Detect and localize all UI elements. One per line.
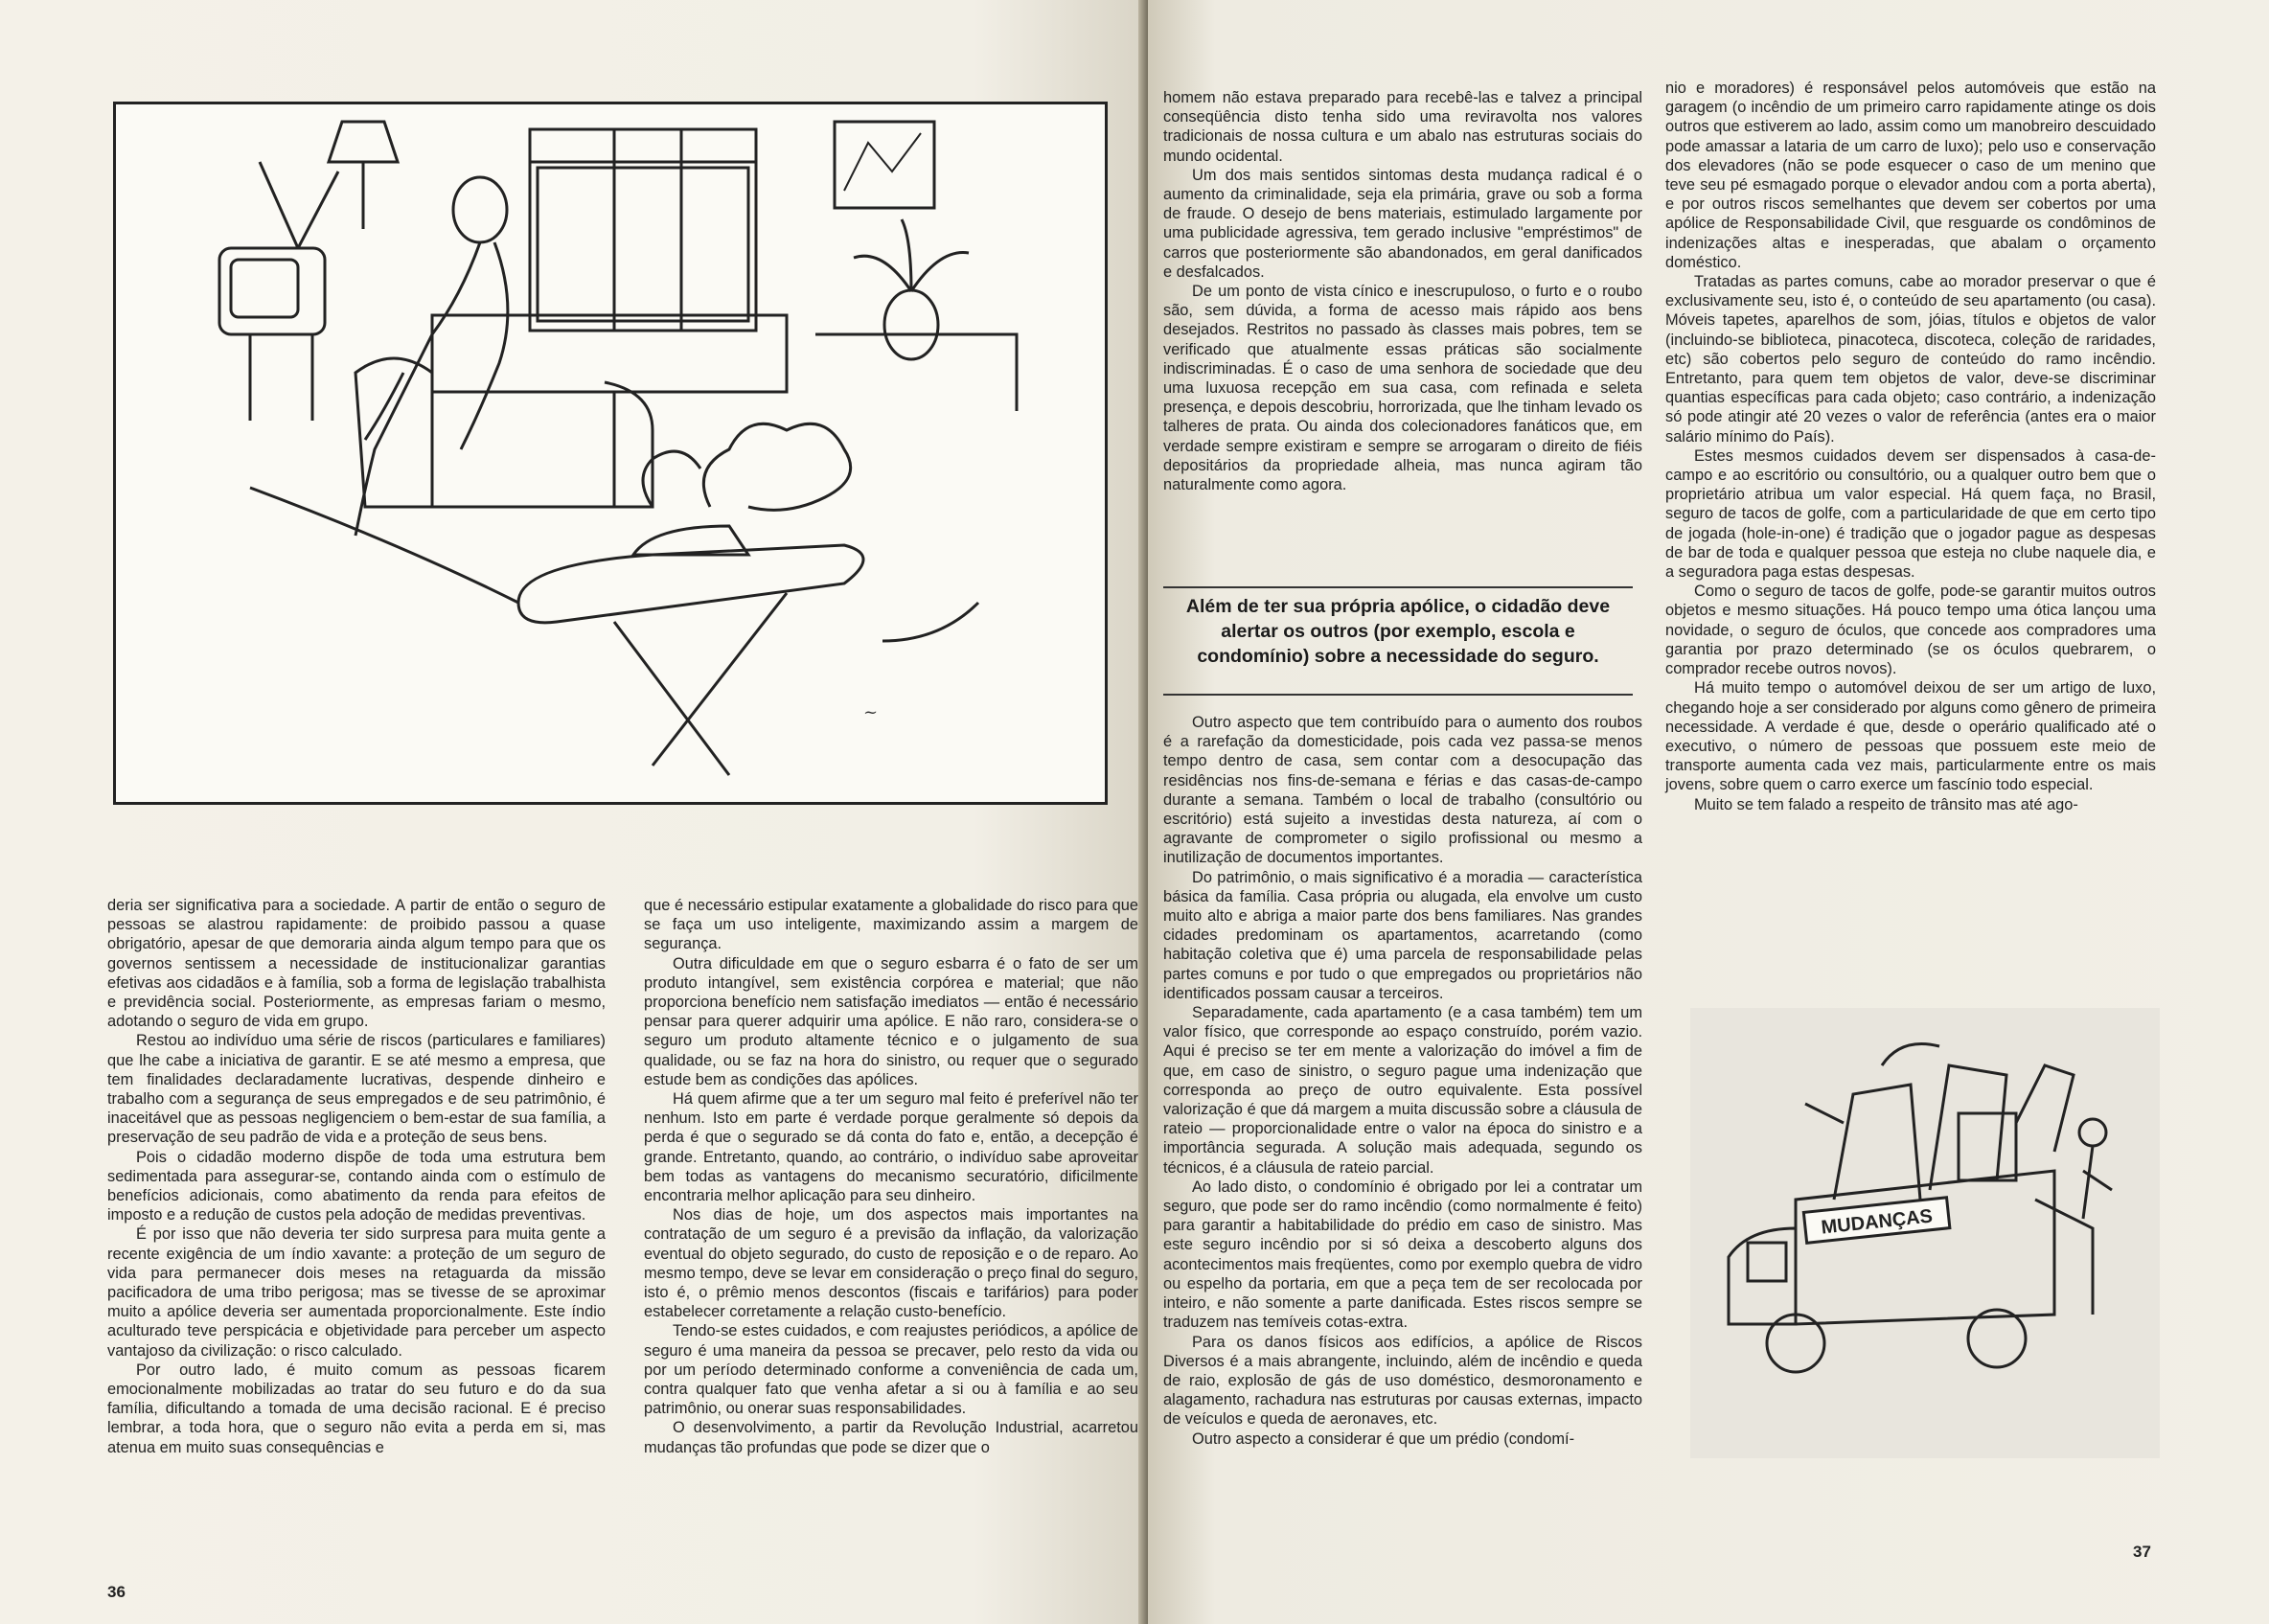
pull-quote-rule-top (1163, 586, 1633, 588)
paragraph: Separadamente, cada apartamento (e a casa também) tem um valor físico, que corresponde ao espaço construído, porém vazio. Aqui é preciso se ter em mente a valorização do imóvel a fim de que, em caso de sinistro, o seguro pague uma indenização que corresponda ao preço de outro equivalente. Esta possível valorização é que dá margem a muita discussão sobre a cláusula de rateio — proporcionalidade entre o valor na época do sinistro e a importância segurada. A solução mais adequada, segundo os técnicos, é a cláusula de rateio parcial. (1163, 1004, 1642, 1177)
paragraph: Do patrimônio, o mais significativo é a moradia — característica básica da família. Casa própria ou alugada, ela envolve um custo muito alto e abriga a maior parte dos bens familiares. Nas grandes cidades predominam os apartamentos, acarretando (como habitação coletiva que é) uma parcela de responsabilidade pelas partes comuns e por tudo o que empregados ou proprietários não identificados possam causar a terceiros. (1163, 868, 1642, 1002)
paragraph: Outro aspecto que tem contribuído para o aumento dos roubos é a rarefação da domesticidade, pois cada vez passa-se menos tempo dentro de casa, sem contar com a desocupação das residências nos fins-de-semana e férias e das casas-de-campo durante a semana. Também o local de trabalho (consultório ou escritório) está sujeito a investidas desta natureza, aí com o agravante de comprometer o sigilo profissional ou mesmo a inutilização de documentos importantes. (1163, 714, 1642, 867)
paragraph: Tendo-se estes cuidados, e com reajustes periódicos, a apólice de seguro é uma maneira da pessoa se precaver, pelo resto da vida ou por um período determinado conforme a conveniência de cada um, contra qualquer fato que venha afetar a si ou à família e ao seu patrimônio, ou onerar suas responsabilidades. (644, 1322, 1138, 1418)
right-page-column-1-top (1163, 88, 1642, 494)
paragraph: Restou ao indivíduo uma série de riscos (particulares e familiares) que lhe cabe a iniciativa de garantir. E se até mesmo a empresa, que tem finalidades declaradamente lucrativas, despende dinheiro e trabalho com a segurança de seus empregados e de seu patrimônio, é inaceitável que as pessoas negligenciem o bem-estar de sua família, a preservação de seu padrão de vida e a proteção de seus bens. (107, 1032, 606, 1147)
paragraph: Muito se tem falado a respeito de trânsito mas até ago- (1694, 795, 2078, 813)
page-number: 36 (107, 1583, 126, 1601)
paragraph: Como o seguro de tacos de golfe, pode-se garantir muitos outros objetos e mesmo situações. Há pouco tempo uma ótica lançou uma novidade, o seguro de óculos, que concede aos compradores uma garantia por prazo determinado (se os óculos quebrarem, o comprador recebe outros novos). (1665, 583, 2156, 678)
paragraph: que é necessário estipular exatamente a globalidade do risco para que se faça um uso inteligente, maximizando assim a margem de segurança. (644, 897, 1138, 953)
paragraph: Outra dificuldade em que o seguro esbarra é o fato de ser um produto intangível, sem existência corpórea e material; que não proporciona benefício nem satisfação imediatos — então é necessário pensar para querer adquirir uma apólice. E não raro, considera-se o seguro um produto altamente técnico e o julgamento de sua qualidade, ou se faz na hora do sinistro, ou requer que o segurado estude bem as condições das apólices. (644, 954, 1138, 1088)
moving-truck-drawing (1690, 1008, 2160, 1458)
paragraph: Um dos mais sentidos sintomas desta mudança radical é o aumento da criminalidade, seja ela primária, grave ou sob a forma de fraude. O desejo de bens materiais, estimulado largamente por uma publicidade agressiva, tem gerado inclusive "empréstimos" de carros que posteriormente são abandonados, em geral danificados e desfalcados. (1163, 166, 1642, 281)
living-room-drawing (116, 104, 1105, 802)
pull-quote: Além de ter sua própria apólice, o cidadão deve alertar os outros (por exemplo, escola e condomínio) sobre a necessidade do seguro. (1185, 596, 1611, 667)
paragraph: deria ser significativa para a sociedade. A partir de então o seguro de pessoas se alastrou rapidamente: de proibido passou a quase obrigatório, apesar de que demoraria ainda algum tempo para que os governos sentissem a necessidade de institucionalizar garantias efetivas aos cidadãos e à família, sob a forma de legislação trabalhista e previdência social. Posteriormente, as empresas fariam o mesmo, adotando o seguro de vida em grupo. (107, 897, 606, 1031)
paragraph: Ao lado disto, o condomínio é obrigado por lei a contratar um seguro, que pode ser do ramo incêndio (como normalmente é feito) para garantir a habitabilidade do prédio em caso de sinistro. Mas este seguro incêndio por si só deixa a descoberto alguns dos acontecimentos mais freqüentes, como por exemplo quebra de vidro ou espelho da portaria, em que a peça tem de ser recolocada por inteiro, e não somente a parte danificada. Estes riscos sempre se traduzem nas temíveis cotas-extra. (1163, 1178, 1642, 1332)
moving-truck-illustration (1690, 1008, 2160, 1458)
paragraph: É por isso que não deveria ter sido surpresa para muita gente a recente exigência de um índio xavante: a proteção de um seguro de vida para permanecer dois meses na retaguarda da missão pacificadora de uma tribo perigosa; mas se tivesse de se aproximar muito a apólice deveria ser aumentada proporcionalmente. Este índio aculturado teve perspicácia e objetividade para perceber um aspecto vantajoso da civilização: o risco calculado. (107, 1225, 606, 1360)
paragraph: Estes mesmos cuidados devem ser dispensados à casa-de-campo e ao escritório ou consultório, ou a qualquer outro bem que o proprietário atribua um valor especial. Há quem faça, no Brasil, seguro de tacos de golfe, com a particularidade de que em certo tipo de jogada (hole-in-one) é tradição que o jogador pague as despesas de bar de toda e qualquer pessoa que esteja no clube naquele dia, e a seguradora paga estas despesas. (1665, 446, 2156, 582)
paragraph: nio e moradores) é responsável pelos automóveis que estão na garagem (o incêndio de um primeiro carro rapidamente atinge os dois outros que estiverem ao lado, assim como um manobreiro descuidado pode amassar a lataria de um carro de luxo); pelo uso e conservação dos elevadores (não se pode esquecer o caso de um menino que teve seu pé esmagado porque o elevador andou com a porta aberta), e por outros riscos semelhantes que devem ser cobertos por uma apólice de Responsabilidade Civil, que resguarde os condôminos de indenizações altas e inesperadas, que abalam o orçamento doméstico. (1665, 80, 2156, 271)
living-room-illustration (113, 102, 1108, 805)
paragraph: Há quem afirme que a ter um seguro mal feito é preferível não ter nenhum. Isto em parte é verdade porque geralmente só depois da perda é que o segurado se dá conta do fato e, então, a decepção é grande. Entretanto, quando, ao contrário, o indivíduo sabe aproveitar bem todas as vantagens do mecanismo securatório, dificilmente encontraria melhor aplicação para seu dinheiro. (644, 1090, 1138, 1205)
paragraph: Há muito tempo o automóvel deixou de ser um artigo de luxo, chegando hoje a ser considerado por alguns como gênero de primeira necessidade. A verdade é que, desde o operário qualificado até o executivo, o número de pessoas que possuem este meio de transporte aumenta cada vez mais, particularmente entre os mais jovens, sobre quem o carro exerce um fascínio todo especial. (1665, 679, 2156, 794)
paragraph: De um ponto de vista cínico e inescrupuloso, o furto e o roubo são, sem dúvida, a forma de acesso mais rápido aos bens desejados. Restritos no passado às classes mais pobres, tem se verificado que atualmente essas práticas são socialmente indiscriminadas. É o caso de uma senhora de sociedade que deu uma luxuosa recepção em sua casa, com refinada e seleta presença, e depois descobriu, horrorizada, que lhe tinham levado os talheres de prata. Ou ainda dos colecionadores fanáticos que, em verdade sempre existiram e sempre se arrogaram o direito de fiéis depositários da propriedade alheia, mas nunca agiram tão naturalmente como agora. (1163, 283, 1642, 494)
paragraph: Nos dias de hoje, um dos aspectos mais importantes na contratação de um seguro é a previsão da inflação, da valorização eventual do objeto segurado, do custo de reposição e o de reparo. Ao mesmo tempo, deve se levar em consideração o preço final do seguro, isto é, o prêmio menos descontos (fiscais e tarifários) para poder estabelecer corretamente a relação custo-benefício. (644, 1206, 1138, 1321)
left-page-column-2 (644, 896, 1138, 1457)
paragraph: Por outro lado, é muito comum as pessoas ficarem emocionalmente mobilizadas ao tratar do seu futuro e do da sua família, dificultando a tomada de uma decisão racional. E é preciso lembrar, a toda hora, que o seguro não evita a perda em si, mas atenua em muito suas consequências e (107, 1361, 606, 1456)
svg-text:~: ~ (863, 702, 879, 722)
paragraph: Tratadas as partes comuns, cabe ao morador preservar o que é exclusivamente seu, isto é, o conteúdo de seu apartamento (ou casa). Móveis tapetes, aparelhos de som, jóias, títulos e objetos de valor (incluindo-se biblioteca, pinacoteca, discoteca, coleção de raridades, etc) são cobertos pelo seguro de conteúdo do ramo incêndio. Entretanto, para quem tem objetos de valor, deve-se discriminar quantias específicas para cada objeto; caso contrário, a indenização só pode atingir até 20 vezes o valor de referência (antes era o maior salário mínimo do País). (1665, 273, 2156, 446)
paragraph: Para os danos físicos aos edifícios, a apólice de Riscos Diversos é a mais abrangente, incluindo, além de incêndio e queda de raio, explosão de gás de uso doméstico, desmoronamento e alagamento, rachadura nas estruturas por causas externas, impacto de veículos e queda de aeronaves, etc. (1163, 1333, 1642, 1429)
truck-sign: MUDANÇAS (1820, 1205, 1934, 1239)
paragraph: O desenvolvimento, a partir da Revolução Industrial, acarretou mudanças tão profundas que pode se dizer que o (644, 1419, 1138, 1456)
paragraph: Outro aspecto a considerar é que um prédio (condomí- (1192, 1430, 1575, 1448)
left-page-column-1 (107, 896, 606, 1457)
paragraph: Pois o cidadão moderno dispõe de toda uma estrutura bem sedimentada para assegurar-se, contando ainda com o estímulo de benefícios adicionais, como abatimento da renda para efeitos de imposto e a redução de custos pela adoção de medidas preventivas. (107, 1148, 606, 1224)
paragraph: homem não estava preparado para recebê-las e talvez a principal conseqüência disto tenha sido uma reviravolta nos valores tradicionais de nossa cultura e um abalo nas estruturas sociais do mundo ocidental. (1163, 89, 1642, 165)
right-page-column-1-bottom (1163, 713, 1642, 1449)
page-number: 37 (2133, 1543, 2151, 1561)
pull-quote-rule-bottom (1163, 694, 1633, 696)
right-page-column-2 (1665, 79, 2156, 814)
